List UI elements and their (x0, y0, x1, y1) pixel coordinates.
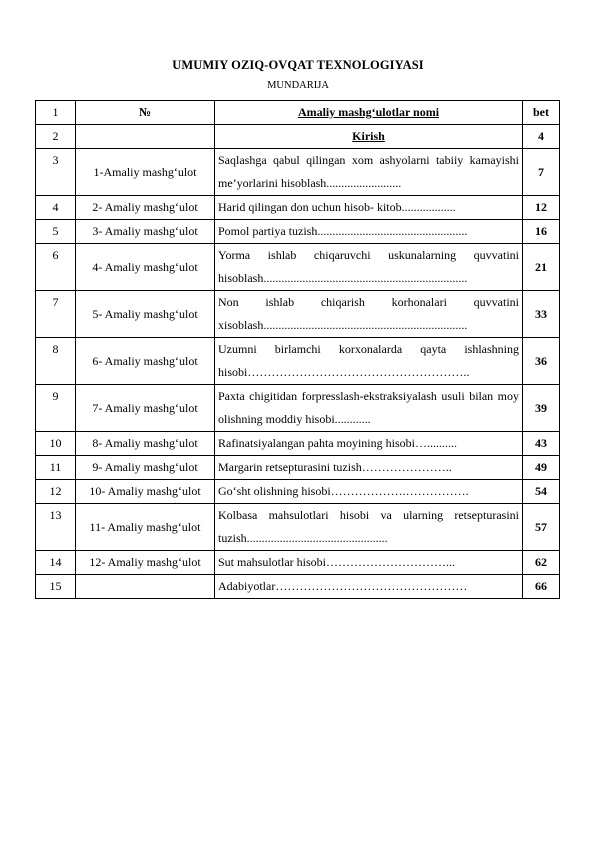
table-row (36, 456, 560, 480)
row-num: 6 (36, 244, 76, 291)
row-topic (215, 125, 523, 149)
row-topic: Non ishlab chiqarish korhonalari quvvatini xisoblash.................................................................... (215, 291, 523, 338)
table-row (36, 551, 560, 575)
row-label: 2- Amaliy mashg‘ulot (76, 196, 215, 220)
row-num: 11 (36, 456, 76, 480)
row-page: 49 (523, 456, 560, 480)
row-topic: Saqlashga qabul qilingan xom ashyolarni tabiiy kamayishi me’yorlarini hisoblash......................... (215, 149, 523, 196)
table-row (36, 385, 560, 432)
row-num: 3 (36, 149, 76, 196)
table-row (36, 196, 560, 220)
row-num: 9 (36, 385, 76, 432)
row-page: 57 (523, 504, 560, 551)
row-page: 66 (523, 575, 560, 599)
header-topic-text: Amaliy mashg‘ulotlar nomi (297, 105, 440, 119)
row-topic: Yorma ishlab chiqaruvchi uskunalarning quvvatini hisoblash.................................................................... (215, 244, 523, 291)
row-topic: Adabiyotlar………………………………………… (215, 575, 523, 599)
row-topic: Kolbasa mahsulotlari hisobi va ularning retsepturasini tuzish............................................... (215, 504, 523, 551)
row-label: 7- Amaliy mashg‘ulot (76, 385, 215, 432)
row-num: 15 (36, 575, 76, 599)
row-page: 54 (523, 480, 560, 504)
row-topic: Rafinatsiyalangan pahta moyining hisobi….......... (215, 432, 523, 456)
header-page: bet (523, 101, 560, 125)
row-page: 43 (523, 432, 560, 456)
row-num: 2 (36, 125, 76, 149)
row-num: 14 (36, 551, 76, 575)
row-page: 16 (523, 220, 560, 244)
row-num: 12 (36, 480, 76, 504)
row-label: 1-Amaliy mashg‘ulot (76, 149, 215, 196)
table-row (36, 244, 560, 291)
row-label: 5- Amaliy mashg‘ulot (76, 291, 215, 338)
header-number-sign: № (76, 101, 215, 125)
row-page: 4 (523, 125, 560, 149)
row-topic: Uzumni birlamchi korxonalarda qayta ishlashning hisobi……………………………………………….. (215, 338, 523, 385)
table-row (36, 504, 560, 551)
intro-topic-text: Kirish (352, 129, 385, 143)
table-row (36, 125, 560, 149)
row-label: 3- Amaliy mashg‘ulot (76, 220, 215, 244)
row-page: 12 (523, 196, 560, 220)
table-row (36, 220, 560, 244)
row-num: 8 (36, 338, 76, 385)
row-label: 9- Amaliy mashg‘ulot (76, 456, 215, 480)
row-topic: Pomol partiya tuzish.................................................. (215, 220, 523, 244)
row-num: 13 (36, 504, 76, 551)
document-subtitle: MUNDARIJA (267, 80, 329, 91)
row-num: 10 (36, 432, 76, 456)
row-page: 7 (523, 149, 560, 196)
row-page: 21 (523, 244, 560, 291)
row-label (76, 575, 215, 599)
header-topic (215, 101, 523, 125)
row-topic: Harid qilingan don uchun hisob- kitob.................. (215, 196, 523, 220)
table-row (36, 338, 560, 385)
document-title: UMUMIY OZIQ-OVQAT TEXNOLOGIYASI (172, 58, 424, 72)
row-label (76, 125, 215, 149)
table-header-row (36, 101, 560, 125)
table-row (36, 291, 560, 338)
table-row (36, 480, 560, 504)
row-page: 39 (523, 385, 560, 432)
table-row (36, 432, 560, 456)
contents-table (35, 100, 560, 599)
row-label: 12- Amaliy mashg‘ulot (76, 551, 215, 575)
table-row (36, 149, 560, 196)
row-num: 7 (36, 291, 76, 338)
row-page: 33 (523, 291, 560, 338)
row-page: 62 (523, 551, 560, 575)
row-page: 36 (523, 338, 560, 385)
table-row (36, 575, 560, 599)
row-num: 4 (36, 196, 76, 220)
row-label: 8- Amaliy mashg‘ulot (76, 432, 215, 456)
row-label: 11- Amaliy mashg‘ulot (76, 504, 215, 551)
row-topic: Margarin retsepturasini tuzish………………….. (215, 456, 523, 480)
row-label: 10- Amaliy mashg‘ulot (76, 480, 215, 504)
row-topic: Paxta chigitidan forpresslash-ekstraksiyalash usuli bilan moy olishning moddiy hisobi............ (215, 385, 523, 432)
row-label: 6- Amaliy mashg‘ulot (76, 338, 215, 385)
row-label: 4- Amaliy mashg‘ulot (76, 244, 215, 291)
row-topic: Sut mahsulotlar hisobi…………………………... (215, 551, 523, 575)
row-num: 5 (36, 220, 76, 244)
header-num-cell: 1 (36, 101, 76, 125)
row-topic: Go‘sht olishning hisobi……………….……………. (215, 480, 523, 504)
